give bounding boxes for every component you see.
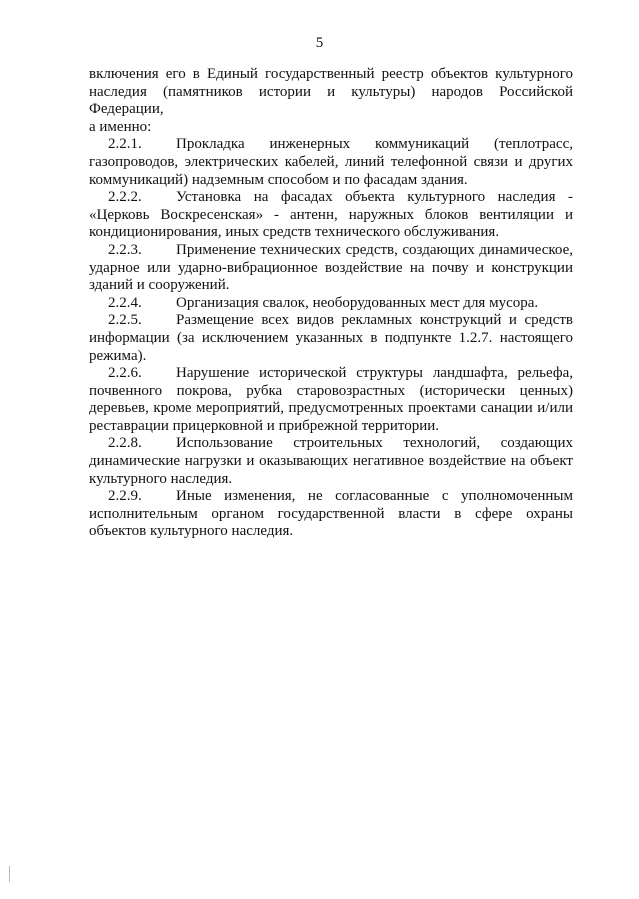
list-item — [89, 242, 573, 295]
list-item — [89, 136, 573, 189]
item-text: Нарушение исторической структуры ландшафта, рельефа, почвенного покрова, рубка старовозрастных (исторически ценных) деревьев, кроме мероприятий, предусмотренных проектами санации и/или реставрации прицерковной и прибрежной территории. — [89, 365, 573, 434]
intro-paragraph — [89, 66, 573, 136]
list-item — [89, 312, 573, 365]
item-text: Установка на фасадах объекта культурного наследия - «Церковь Воскресенская» - антенн, наружных блоков вентиляции и кондиционирования, иных средств технического обслуживания. — [89, 189, 573, 241]
list-item — [89, 435, 573, 488]
intro-continuation: а именно: — [89, 118, 152, 135]
intro-text: включения его в Единый государственный реестр объектов культурного наследия (памятников истории и культуры) народов Российской Федерации, — [89, 66, 573, 118]
item-text: Размещение всех видов рекламных конструкций и средств информации (за исключением указанных в подпункте 1.2.7. настоящего режима). — [89, 312, 573, 364]
item-number: 2.2.9. — [108, 488, 142, 505]
item-number: 2.2.4. — [108, 294, 142, 311]
item-number: 2.2.3. — [108, 241, 142, 258]
item-text: Прокладка инженерных коммуникаций (теплотрасс, газопроводов, электрических кабелей, линий телефонной связи и других коммуникаций) надземным способом и по фасадам здания. — [89, 136, 573, 188]
document-body — [89, 66, 573, 541]
item-text: Иные изменения, не согласованные с уполномоченным исполнительным органом государственной власти в сфере охраны объектов культурного наследия. — [89, 488, 573, 540]
item-number: 2.2.1. — [108, 136, 142, 153]
item-text: Организация свалок, необорудованных мест для мусора. — [176, 294, 539, 311]
page-number: 5 — [315, 35, 324, 51]
item-number: 2.2.2. — [108, 189, 142, 206]
list-item — [89, 365, 573, 435]
item-number: 2.2.8. — [108, 435, 142, 452]
item-text: Использование строительных технологий, создающих динамические нагрузки и оказывающих негативное воздействие на объект культурного наследия. — [89, 435, 573, 487]
item-number: 2.2.6. — [108, 365, 142, 382]
list-item — [89, 295, 573, 313]
scan-margin-mark — [9, 866, 10, 882]
item-number: 2.2.5. — [108, 312, 142, 329]
item-text: Применение технических средств, создающих динамическое, ударное или ударно-вибрационное воздействие на почву и конструкции зданий и сооружений. — [89, 241, 573, 294]
list-item — [89, 189, 573, 242]
list-item — [89, 488, 573, 541]
